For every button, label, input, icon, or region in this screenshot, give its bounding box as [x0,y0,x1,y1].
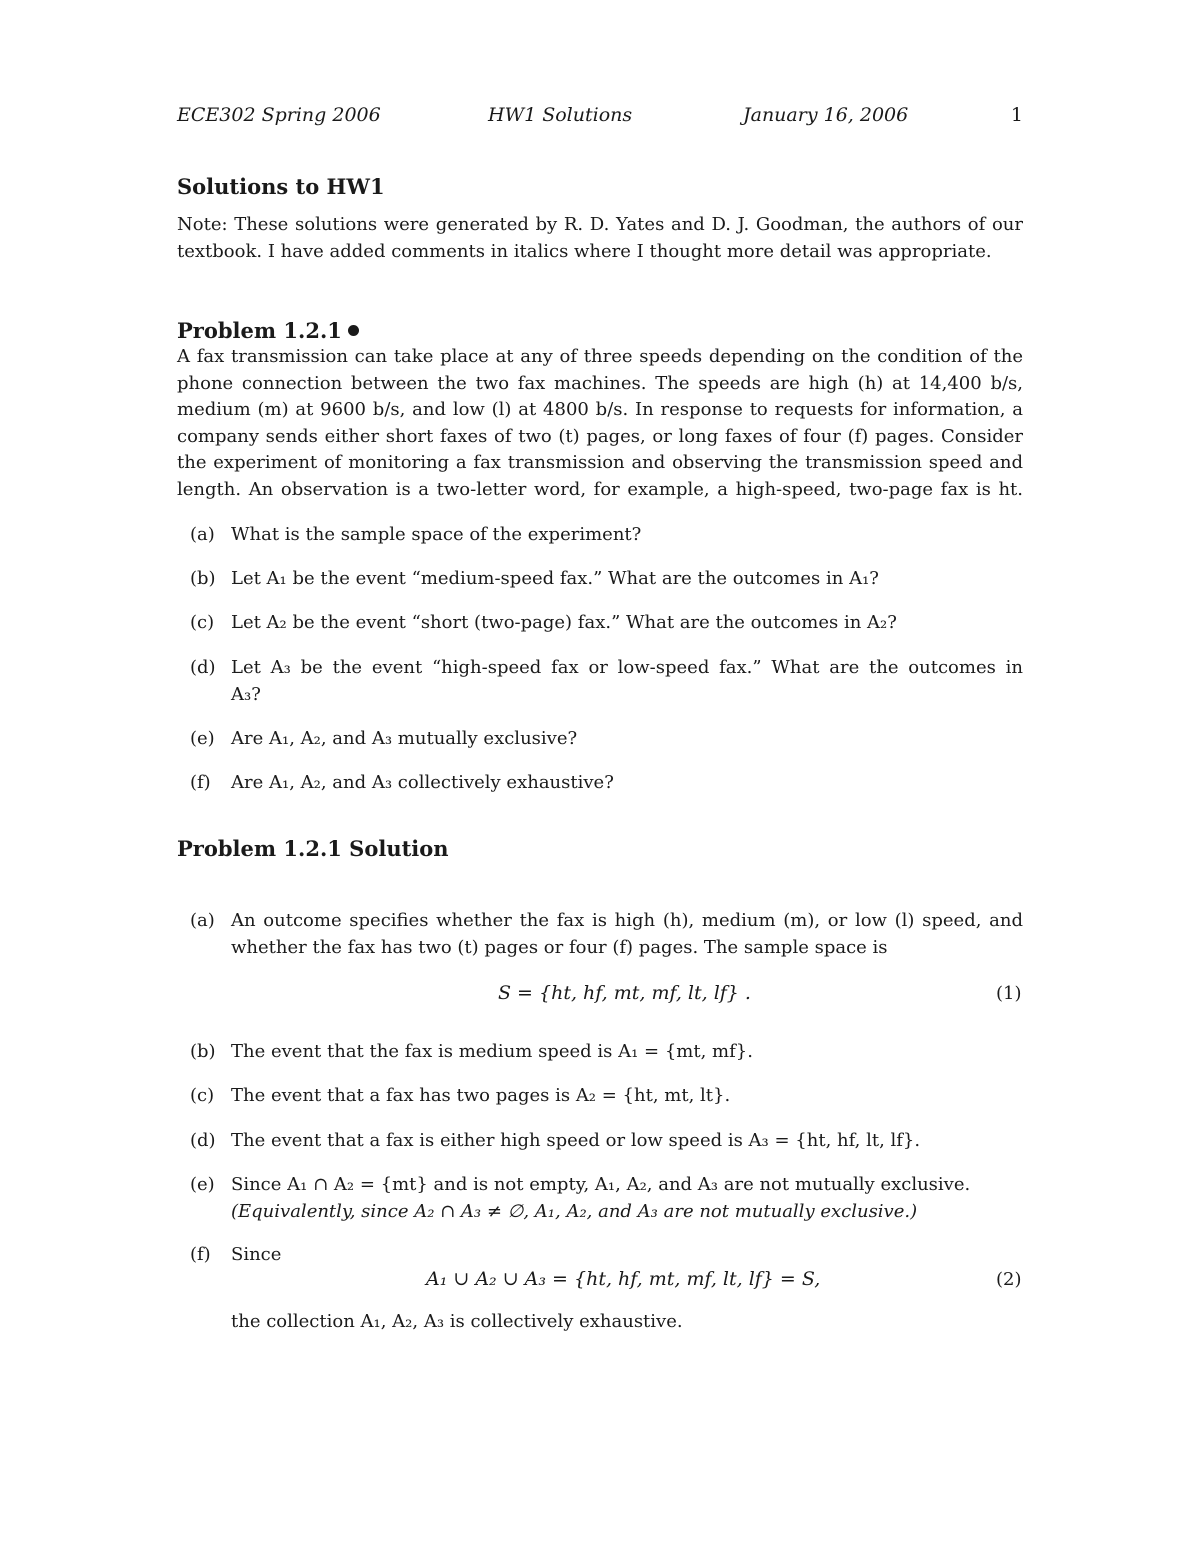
question-text: Let A₁ be the event “medium-speed fax.” What are the outcomes in A₁? [231,568,879,589]
equation-number-1: (1) [996,983,1022,1004]
solution-text: An outcome specifies whether the fax is high (h), medium (m), or low (l) speed, and [231,910,1023,931]
header-doc-title: HW1 Solutions [488,104,633,126]
equation-number-2: (2) [996,1269,1022,1290]
statement-line: phone connection between the two fax machines. The speeds are high (h) at 14,400 b/s, [177,372,1023,394]
solution-text: Since A₁ ∩ A₂ = {mt} and is not empty, A₁, A₂, and A₃ are not mutually exclusive. [231,1174,971,1195]
question-text: Let A₃ be the event “high-speed fax or low-speed fax.” What are the outcomes in [231,657,1023,678]
solution-label: (f) [190,1244,211,1265]
solution-text: The event that a fax has two pages is A₂ = {ht, mt, lt}. [231,1085,731,1106]
solution-text: Since [231,1244,282,1265]
problem-heading [177,318,359,343]
equation-2: A₁ ∪ A₂ ∪ A₃ = {ht, hf, mt, mf, lt, lf} = S, [426,1268,821,1290]
solution-heading: Problem 1.2.1 Solution [177,836,449,861]
question-text: Let A₂ be the event “short (two-page) fax.” What are the outcomes in A₂? [231,612,897,633]
equation-1: S = {ht, hf, mt, mf, lt, lf} . [498,982,751,1004]
solution-comment-italic: (Equivalently, since A₂ ∩ A₃ ≠ ∅, A₁, A₂, and A₃ are not mutually exclusive.) [231,1201,918,1222]
solution-label: (c) [190,1085,215,1106]
question-text: A₃? [231,684,261,705]
running-header [177,104,1023,130]
header-page-number: 1 [1010,104,1023,126]
bullet-icon [348,325,359,336]
problem-heading-text: Problem 1.2.1 [177,318,342,343]
solution-label: (d) [190,1130,216,1151]
question-label: (f) [190,772,211,793]
solution-text: whether the fax has two (t) pages or four (f) pages. The sample space is [231,937,888,958]
question-label: (a) [190,524,215,545]
question-label: (d) [190,657,216,678]
statement-line: A fax transmission can take place at any of three speeds depending on the condition of the [177,346,1023,367]
statement-line: length. An observation is a two-letter word, for example, a high-speed, two-page fax is ht. [177,478,1023,500]
question-label: (c) [190,612,215,633]
question-text: Are A₁, A₂, and A₃ mutually exclusive? [231,728,578,749]
note-line: textbook. I have added comments in italics where I thought more detail was appropriate. [177,240,992,262]
header-date: January 16, 2006 [743,104,909,126]
solution-label: (a) [190,910,215,931]
solution-text: the collection A₁, A₂, A₃ is collectively exhaustive. [231,1311,683,1332]
solution-label: (e) [190,1174,215,1195]
question-label: (b) [190,568,216,589]
solution-text: The event that a fax is either high speed or low speed is A₃ = {ht, hf, lt, lf}. [231,1130,921,1151]
question-text: Are A₁, A₂, and A₃ collectively exhaustive? [231,772,614,793]
statement-line: medium (m) at 9600 b/s, and low (l) at 4800 b/s. In response to requests for information, a [177,399,1023,421]
note-line: Note: These solutions were generated by R. D. Yates and D. J. Goodman, the authors of our [177,214,1023,235]
page-title: Solutions to HW1 [177,174,385,199]
problem-statement [177,344,1023,504]
header-course: ECE302 Spring 2006 [177,104,381,126]
question-label: (e) [190,728,215,749]
statement-line: company sends either short faxes of two (t) pages, or long faxes of four (f) pages. Consider [177,425,1023,447]
note-paragraph [177,212,1023,265]
solution-text: The event that the fax is medium speed is A₁ = {mt, mf}. [231,1041,753,1062]
solution-label: (b) [190,1041,216,1062]
question-text: What is the sample space of the experiment? [231,524,642,545]
statement-line: the experiment of monitoring a fax transmission and observing the transmission speed and [177,452,1023,474]
